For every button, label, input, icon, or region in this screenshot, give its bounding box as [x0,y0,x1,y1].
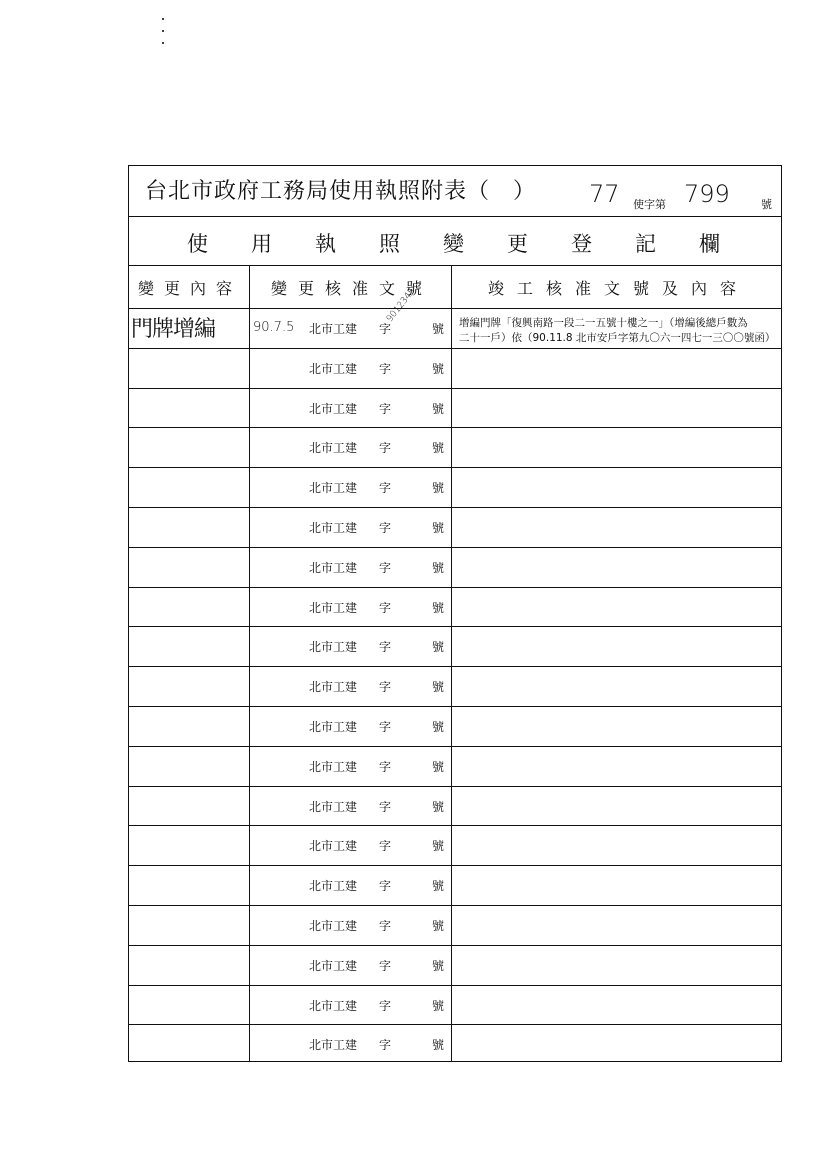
approval-zi-char: 字 [379,799,392,814]
section-header [129,222,781,264]
approval-zi-char: 字 [379,1038,392,1053]
handwritten-permit-number: 799 [684,180,730,208]
approval-prefix: 北市工建 [309,720,358,734]
completion-content-line-2: 二十一戶）依（90.11.8 北市安戶字第九〇六一四七一三〇〇號函） [459,332,776,344]
approval-prefix: 北市工建 [309,401,358,416]
approval-zi-char: 字 [379,441,392,456]
permit-number-suffix: 號 [761,198,772,211]
approval-hao-char: 號 [432,839,445,854]
handwritten-approval-number: 9012345 [385,286,418,325]
row-divider [129,388,781,389]
handwritten-change-content: 門牌增編 [131,317,216,342]
approval-zi-char: 字 [379,361,392,376]
approval-prefix: 北市工建 [309,600,358,615]
approval-prefix: 北市工建 [309,680,358,695]
row-divider [129,427,781,428]
approval-hao-char: 號 [432,481,445,496]
approval-hao-char: 號 [432,998,445,1013]
approval-zi-char: 字 [379,998,392,1013]
row-divider [129,626,781,627]
approval-hao-char: 號 [432,958,445,973]
approval-zi-char: 字 [379,879,392,894]
row-divider [129,467,781,468]
column-line-1 [249,265,250,1061]
column-header-change-content: 變更內容 [137,278,242,298]
scan-specks [160,18,166,48]
row-divider [129,547,781,548]
approval-hao-char: 號 [432,799,445,814]
row-divider [129,786,781,787]
approval-zi-char: 字 [379,322,392,336]
approval-zi-char: 字 [379,958,392,973]
completion-content-line-1: 增編門牌「復興南路一段二一五號十樓之一」（增編後總戶數為 [459,317,748,329]
row-divider [129,985,781,986]
approval-hao-char: 號 [432,879,445,894]
approval-hao-char: 號 [432,560,445,575]
approval-hao-char: 號 [432,680,445,695]
approval-zi-char: 字 [379,640,392,655]
title-divider [129,216,781,217]
approval-zi-char: 字 [379,839,392,854]
approval-hao-char: 號 [432,919,445,933]
approval-prefix: 北市工建 [309,640,358,655]
row-divider [129,945,781,946]
approval-hao-char: 號 [432,1038,445,1053]
approval-zi-char: 字 [379,521,392,535]
approval-hao-char: 號 [432,720,445,734]
approval-zi-char: 字 [379,600,392,615]
row-divider [129,507,781,508]
approval-zi-char: 字 [379,759,392,774]
column-header-completion-approval: 竣工核准文號及內容 [487,278,749,298]
column-line-2 [451,265,452,1061]
approval-hao-char: 號 [432,322,445,336]
approval-hao-char: 號 [432,401,445,416]
approval-hao-char: 號 [432,361,445,376]
approval-hao-char: 號 [432,441,445,456]
approval-prefix: 北市工建 [309,560,358,575]
approval-prefix: 北市工建 [309,839,358,854]
approval-prefix: 北市工建 [309,521,358,535]
approval-prefix: 北市工建 [309,958,358,973]
row-divider [129,587,781,588]
approval-prefix: 北市工建 [309,322,358,336]
approval-prefix: 北市工建 [309,481,358,496]
approval-zi-char: 字 [379,401,392,416]
permit-form-table [128,165,782,1062]
row-divider [129,825,781,826]
approval-zi-char: 字 [379,919,392,933]
approval-hao-char: 號 [432,521,445,535]
approval-prefix: 北市工建 [309,361,358,376]
row-divider [129,905,781,906]
approval-prefix: 北市工建 [309,998,358,1013]
row-divider [129,1024,781,1025]
approval-hao-char: 號 [432,640,445,655]
row-divider [129,348,781,349]
approval-zi-char: 字 [379,680,392,695]
header-divider [129,308,781,309]
approval-prefix: 北市工建 [309,441,358,456]
approval-prefix: 北市工建 [309,879,358,894]
approval-prefix: 北市工建 [309,1038,358,1053]
section-title: 使用執照變更登記欄 [187,232,763,256]
approval-hao-char: 號 [432,759,445,774]
column-header-change-approval-no: 變更核准文號 [270,278,433,298]
form-title: 台北市政府工務局使用執照附表（ ） [145,179,537,204]
approval-prefix: 北市工建 [309,919,358,933]
row-divider [129,706,781,707]
row-divider [129,746,781,747]
handwritten-prefix: 77 [589,180,620,208]
row-divider [129,865,781,866]
approval-zi-char: 字 [379,560,392,575]
row-divider [129,666,781,667]
handwritten-date: 90.7.5 [253,320,295,335]
approval-prefix: 北市工建 [309,799,358,814]
permit-number-label: 使字第 [633,198,666,211]
approval-zi-char: 字 [379,481,392,496]
section-divider [129,265,781,266]
approval-hao-char: 號 [432,600,445,615]
approval-zi-char: 字 [379,720,392,734]
approval-prefix: 北市工建 [309,759,358,774]
